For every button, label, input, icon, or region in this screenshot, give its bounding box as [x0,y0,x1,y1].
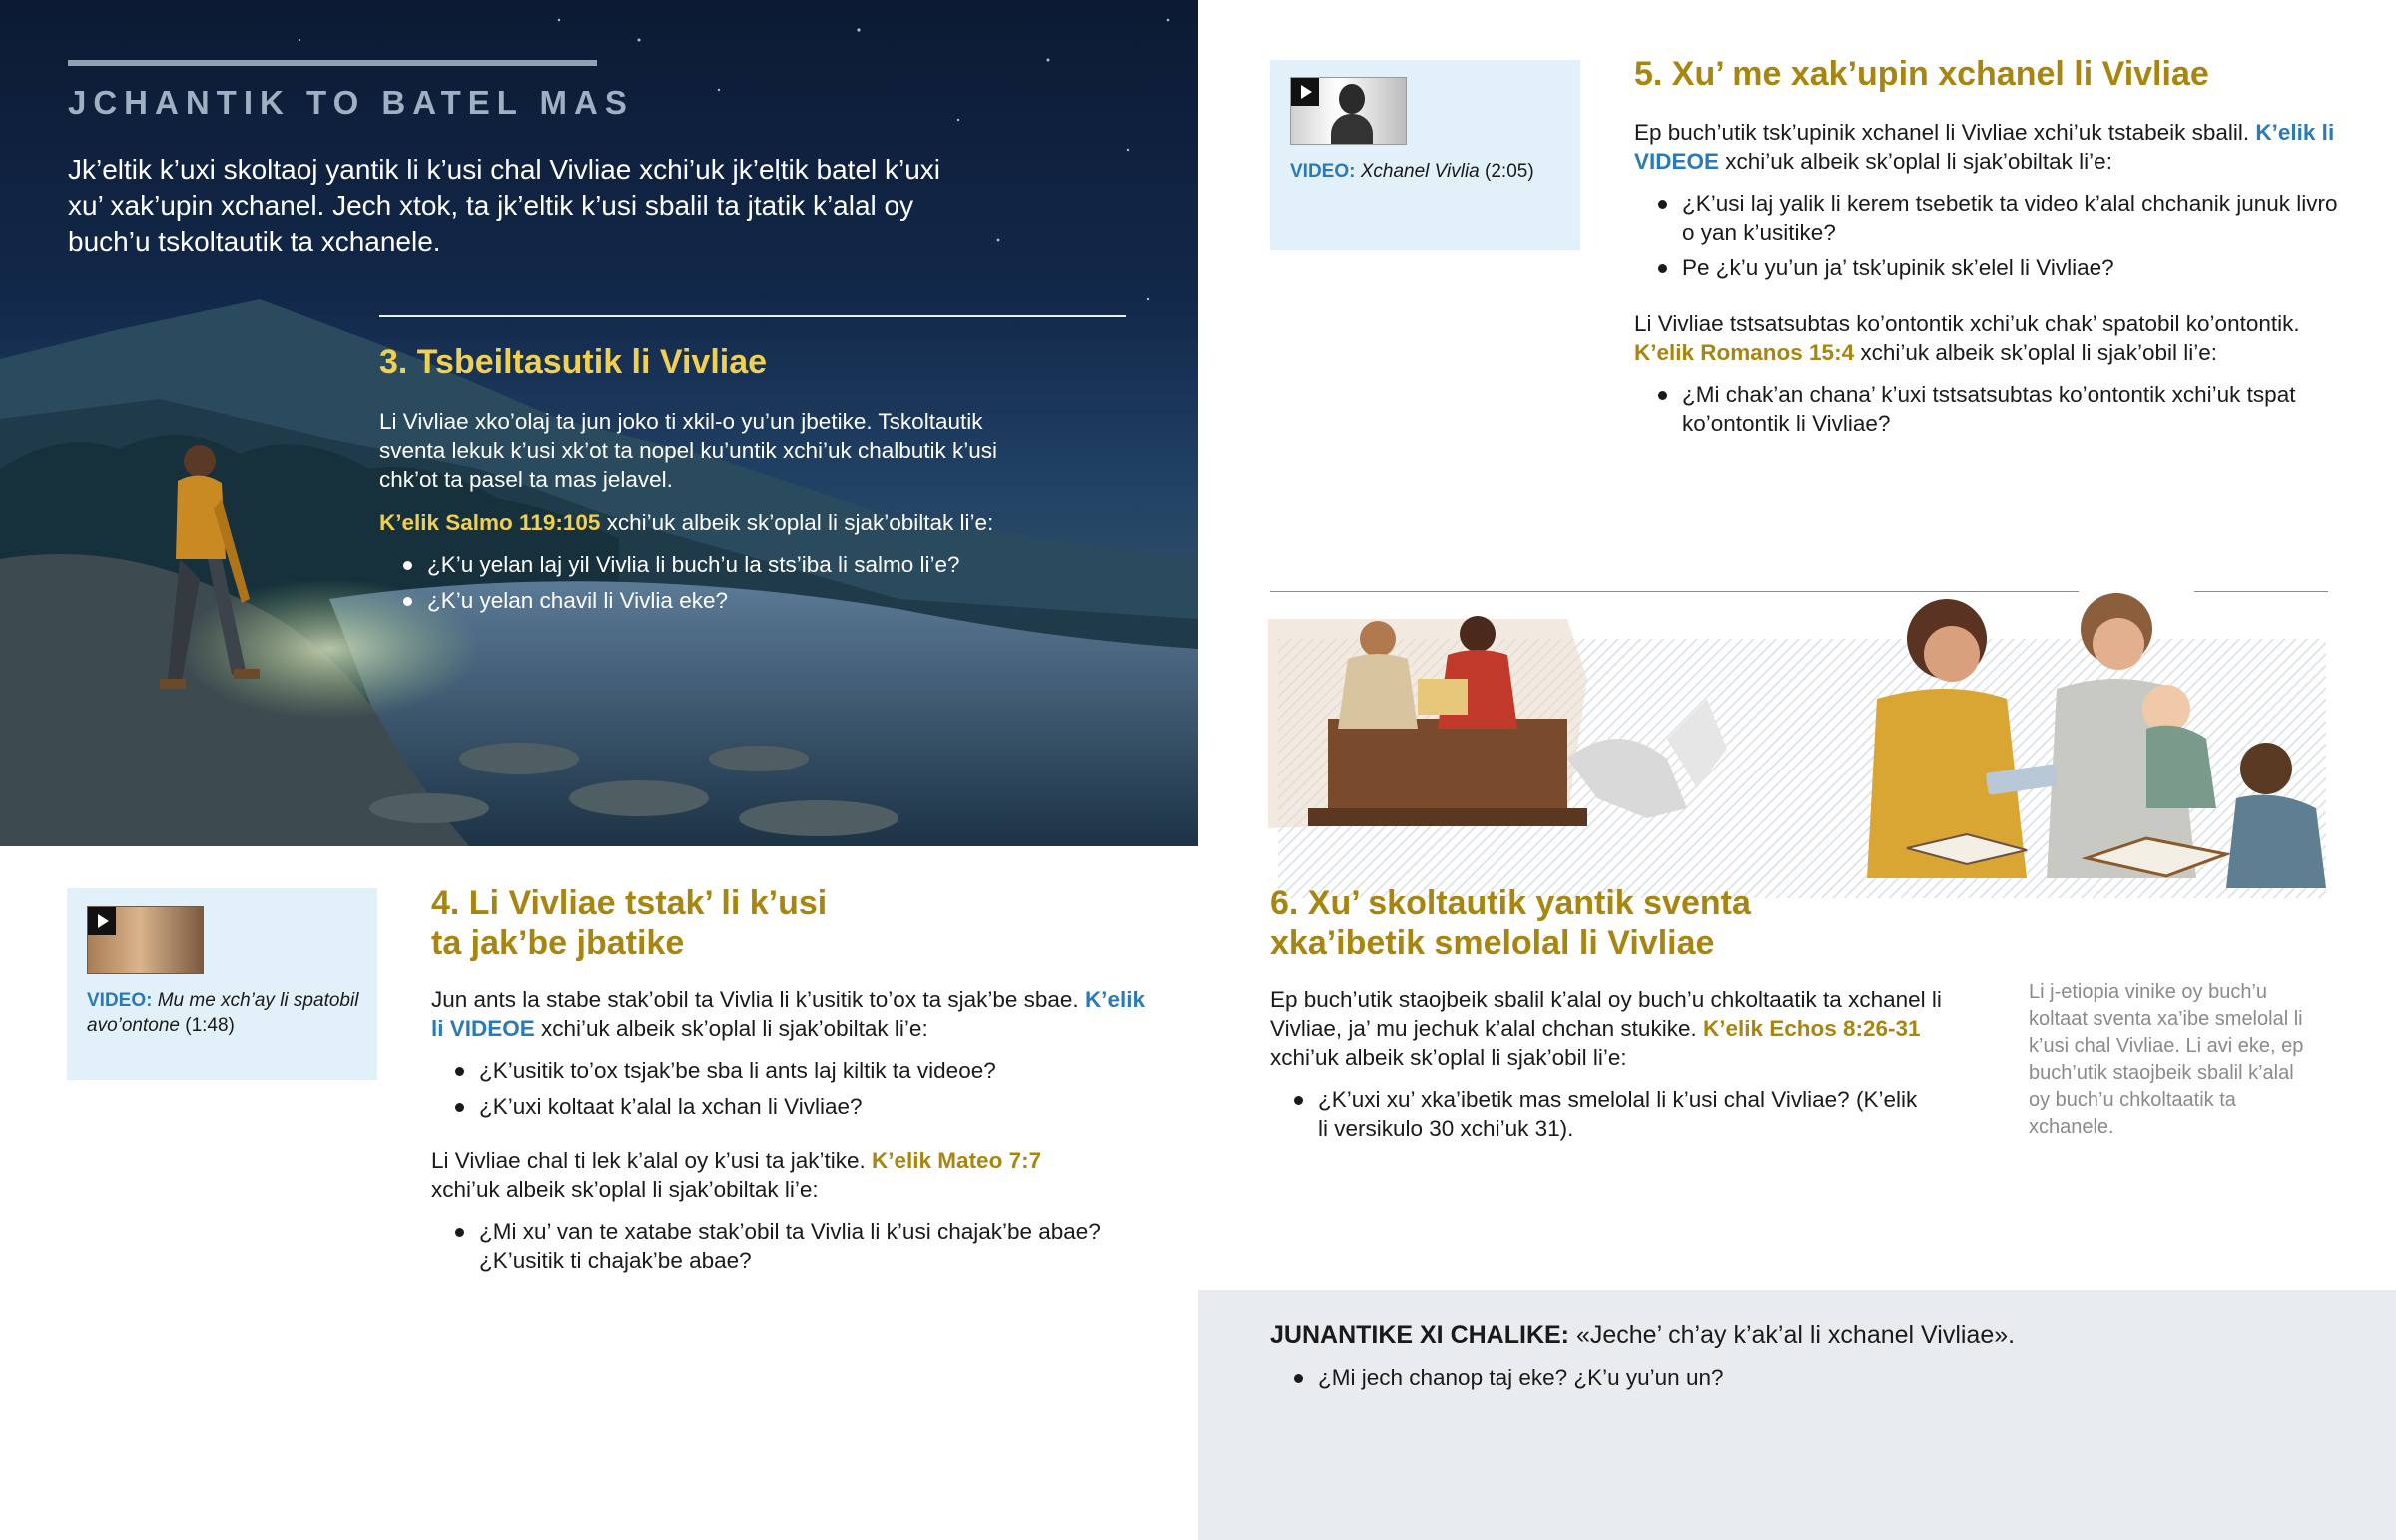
section5-video-link[interactable]: K’elik li VIDEOE [1634,120,2335,174]
list-item: ¿K’uxi xu’ xka’ibetik mas smelolal li k’usi chal Vivliae? (K’elik li versikulo 30 xchi’uk 31). [1270,1085,1929,1143]
illustration-caption: Li j-etiopia vinike oy buch’u koltaat sventa xa’ibe smelolal li k’usi chal Vivliae. Li avi eke, ep buch’utik staojbeik sbalil k’alal oy buch’u chkoltaatik ta xchanele. [2029,981,2304,1138]
closing-questions [1270,1363,2268,1399]
section5-ref2-rest: xchi’uk albeik sk’oplal li sjak’obil li’e: [1854,340,2217,365]
section5-body2 [1634,309,2363,367]
list-item: Pe ¿k’u yu’un ja’ tsk’upinik sk’elel li Vivliae? [1634,254,2353,282]
play-icon[interactable] [1291,78,1319,106]
section4-scripture-link[interactable]: K’elik Mateo 7:7 [872,1148,1042,1173]
hero-top-rule [68,60,597,66]
section4-ref2-rest: xchi’uk albeik sk’oplal li sjak’obiltak li’e: [431,1177,819,1202]
list-item: ¿K’u yelan laj yil Vivlia li buch’u la sts’iba li salmo li’e? [379,550,1098,579]
section6-questions [1270,1085,1929,1150]
video-label: VIDEO: [1290,161,1356,182]
hero-intro-text: Jk’eltik k’uxi skoltaoj yantik li k’usi chal Vivliae xchi’uk jk’eltik batel k’uxi xu’ xak’upin xchanel. Jech xtok, ta jk’eltik k’usi sbalil ta jtatik k’alal oy buch’u tskoltautik ta xchanele. [68,154,941,257]
video-duration: (1:48) [185,1015,235,1036]
closing-line [1270,1319,2348,1351]
list-item: ¿K’uxi koltaat k’alal la xchan li Vivliae? [431,1092,1170,1121]
section6-title-line2: xka’ibetik smelolal li Vivliae [1270,924,1715,962]
section5-title: 5. Xu’ me xak’upin xchanel li Vivliae [1634,55,2209,93]
section5-scripture-link[interactable]: K’elik Romanos 15:4 [1634,340,1855,365]
section4-video-link[interactable]: K’elik li VIDEOE [431,987,1145,1041]
list-item: ¿Mi jech chanop taj eke? ¿K’u yu’un un? [1270,1363,2268,1392]
hero-section-label: JCHANTIK TO BATEL MAS [68,84,634,121]
section3-title: 3. Tsbeiltasutik li Vivliae [379,343,768,381]
section3-scripture-link[interactable]: K’elik Salmo 119:105 [379,510,601,535]
play-icon[interactable] [88,907,116,935]
section4-questions1 [431,1056,1170,1128]
section4-title-line2: ta jak’be jbatike [431,924,685,962]
section5-body1-text: Ep buch’utik tsk’upinik xchanel li Vivliae xchi’uk tstabeik sbalil. [1634,120,2250,145]
section5-body1 [1634,118,2353,176]
section4-questions2 [431,1217,1170,1282]
list-item: ¿K’u yelan chavil li Vivlia eke? [379,586,1098,615]
video-title: Xchanel Vivlia [1360,161,1480,182]
section6-title-line1: 6. Xu’ skoltautik yantik sventa [1270,884,1751,922]
section4-video-caption[interactable] [87,988,366,1038]
section5-video-box[interactable] [1270,60,1580,250]
section4-video-box[interactable] [67,888,377,1080]
section3-divider [379,315,1126,317]
section5-ref1-rest: xchi’uk albeik sk’oplal li sjak’obiltak li’e: [1719,149,2112,174]
section6-body [1270,985,1949,1072]
video-duration: (2:05) [1485,161,1534,182]
section6-ref-rest: xchi’uk albeik sk’oplal li sjak’obil li’e: [1270,1045,1627,1070]
section6-scripture-link[interactable]: K’elik Echos 8:26-31 [1702,1016,1921,1041]
list-item: ¿Mi chak’an chana’ k’uxi tstsatsubtas ko’ontontik xchi’uk tspat ko’ontontik li Vivliae? [1634,380,2353,438]
section3-ref-rest: xchi’uk albeik sk’oplal li sjak’obiltak li’e: [600,510,994,535]
section3-reference-line [379,508,1098,537]
section6-title [1270,883,1949,963]
section4-body2-text: Li Vivliae chal ti lek k’alal oy k’usi ta jak’tike. [431,1148,873,1173]
section4-title-line1: 4. Li Vivliae tstak’ li k’usi [431,884,828,922]
section3-questions [379,550,1098,622]
section4-body1 [431,985,1150,1043]
list-item: ¿Mi xu’ van te xatabe stak’obil ta Vivlia li k’usi chajak’be abae? ¿K’usitik ti chajak’be abae? [431,1217,1170,1275]
section3-body: Li Vivliae xko’olaj ta jun joko ti xkil-o yu’un jbetike. Tskoltautik sventa lekuk k’usi xk’ot ta nopel ku’untik xchi’uk chalbutik k’usi chk’ot ta pasel ta mas jelavel. [379,409,998,492]
section4-title [431,883,1030,963]
section4-body2 [431,1146,1150,1204]
section5-questions1 [1634,189,2353,289]
list-item: ¿K’usitik to’ox tsjak’be sba li ants laj kiltik ta videoe? [431,1056,1170,1085]
section5-video-caption[interactable] [1290,159,1574,184]
closing-quote: «Jeche’ ch’ay k’ak’al li xchanel Vivliae». [1569,1321,2016,1349]
section4-body1-text: Jun ants la stabe stak’obil ta Vivlia li k’usitik to’ox ta sjak’be sbae. [431,987,1079,1012]
section6-body-text: Ep buch’utik staojbeik sbalil k’alal oy buch’u chkoltaatik ta xchanel li Vivliae, ja’ mu jechuk k’alal chchan stukike. [1270,987,1942,1041]
section5-questions2 [1634,380,2353,445]
list-item: ¿K’usi laj yalik li kerem tsebetik ta video k’alal chchanik junuk livro o yan k’usitike? [1634,189,2353,247]
closing-label: JUNANTIKE XI CHALIKE: [1270,1321,1570,1349]
video-thumbnail[interactable] [1290,77,1407,145]
video-title: Mu me xch’ay li spatobil avo’ontone [87,990,359,1036]
section5-body2-text: Li Vivliae tstsatsubtas ko’ontontik xchi’uk chak’ spatobil ko’ontontik. [1634,311,2300,336]
video-thumbnail[interactable] [87,906,204,974]
video-label: VIDEO: [87,990,153,1011]
section4-ref1-rest: xchi’uk albeik sk’oplal li sjak’obiltak li’e: [534,1016,928,1041]
